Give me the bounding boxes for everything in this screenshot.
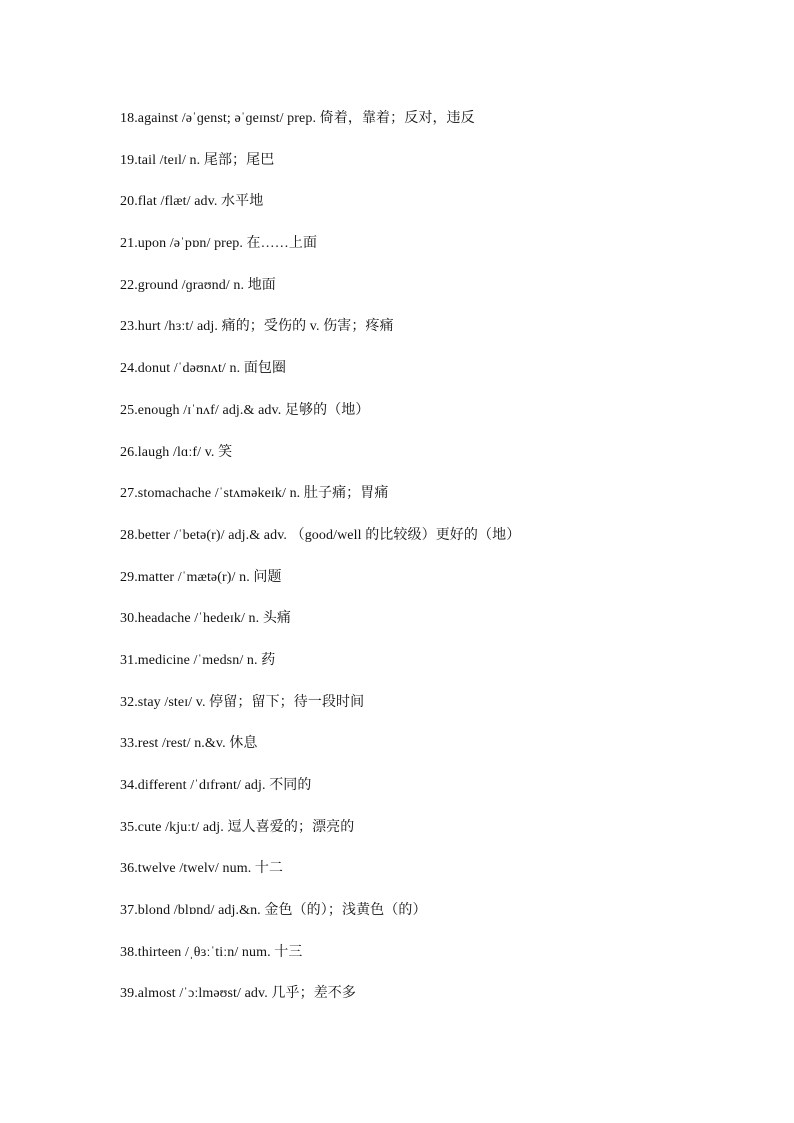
- vocab-entry-text: 34.different /ˈdɪfrənt/ adj. 不同的: [120, 778, 312, 793]
- vocab-entry: [120, 316, 760, 358]
- vocab-entry-text: 27.stomachache /ˈstʌməkeɪk/ n. 肚子痛；胃痛: [120, 486, 389, 502]
- vocab-entry-text: 24.donut /ˈdəʊnʌt/ n. 面包圈: [120, 361, 287, 377]
- vocab-entry: [120, 858, 760, 900]
- vocab-entry: [120, 483, 760, 525]
- vocab-entry: [120, 900, 760, 942]
- vocab-entry: [120, 817, 760, 859]
- vocab-entry: [120, 275, 760, 317]
- vocab-entry: [120, 150, 760, 192]
- vocab-entry-text: 36.twelve /twelv/ num. 十二: [120, 861, 284, 877]
- vocab-entry-text: 28.better /ˈbetə(r)/ adj.& adv. （good/well 的比较级）更好的（地）: [120, 527, 521, 543]
- vocab-entry: [120, 733, 760, 775]
- vocab-entry-text: 39.almost /ˈɔːlməʊst/ adv. 几乎；差不多: [120, 986, 356, 1002]
- vocab-entry: [120, 191, 760, 233]
- vocab-entry: [120, 608, 760, 650]
- vocab-entry-text: 31.medicine /ˈmedsn/ n. 药: [120, 652, 276, 668]
- vocab-entry: [120, 358, 760, 400]
- vocab-entry: [120, 400, 760, 442]
- vocab-entry-text: 33.rest /rest/ n.&v. 休息: [120, 736, 258, 752]
- vocab-entry-text: 32.stay /steɪ/ v. 停留；留下；待一段时间: [120, 694, 365, 710]
- vocab-entry-text: 20.flat /flæt/ adv. 水平地: [120, 194, 264, 210]
- vocabulary-list: [120, 108, 760, 1025]
- vocab-entry: [120, 525, 760, 567]
- vocab-entry-text: 30.headache /ˈhedeɪk/ n. 头痛: [120, 611, 292, 627]
- vocab-entry-text: 23.hurt /hɜːt/ adj. 痛的；受伤的 v. 伤害；疼痛: [120, 319, 394, 335]
- vocab-entry-text: 19.tail /teɪl/ n. 尾部；尾巴: [120, 152, 275, 168]
- vocab-entry: [120, 942, 760, 984]
- vocab-entry: [120, 692, 760, 734]
- vocab-entry-text: 21.upon /əˈpɒn/ prep. 在……上面: [120, 236, 318, 252]
- vocab-entry: [120, 650, 760, 692]
- vocab-entry: [120, 442, 760, 484]
- vocab-entry-text: 35.cute /kjuːt/ adj. 逗人喜爱的；漂亮的: [120, 819, 355, 835]
- vocab-entry-text: 18.against /əˈɡenst; əˈɡeɪnst/ prep. 倚着，靠着；反对，违反: [120, 111, 475, 126]
- vocab-entry-text: 29.matter /ˈmætə(r)/ n. 问题: [120, 569, 282, 585]
- vocab-entry-text: 38.thirteen /ˌθɜːˈtiːn/ num. 十三: [120, 944, 303, 960]
- vocab-entry-text: 22.ground /ɡraʊnd/ n. 地面: [120, 277, 276, 293]
- vocab-entry: [120, 567, 760, 609]
- vocab-entry: [120, 775, 760, 817]
- vocab-entry-text: 25.enough /ɪˈnʌf/ adj.& adv. 足够的（地）: [120, 402, 370, 418]
- vocab-entry-text: 37.blond /blɒnd/ adj.&n. 金色（的）；浅黄色（的）: [120, 903, 427, 919]
- vocab-entry: [120, 108, 760, 150]
- vocab-entry: [120, 233, 760, 275]
- vocab-entry: [120, 983, 760, 1025]
- vocab-entry-text: 26.laugh /lɑːf/ v. 笑: [120, 444, 233, 460]
